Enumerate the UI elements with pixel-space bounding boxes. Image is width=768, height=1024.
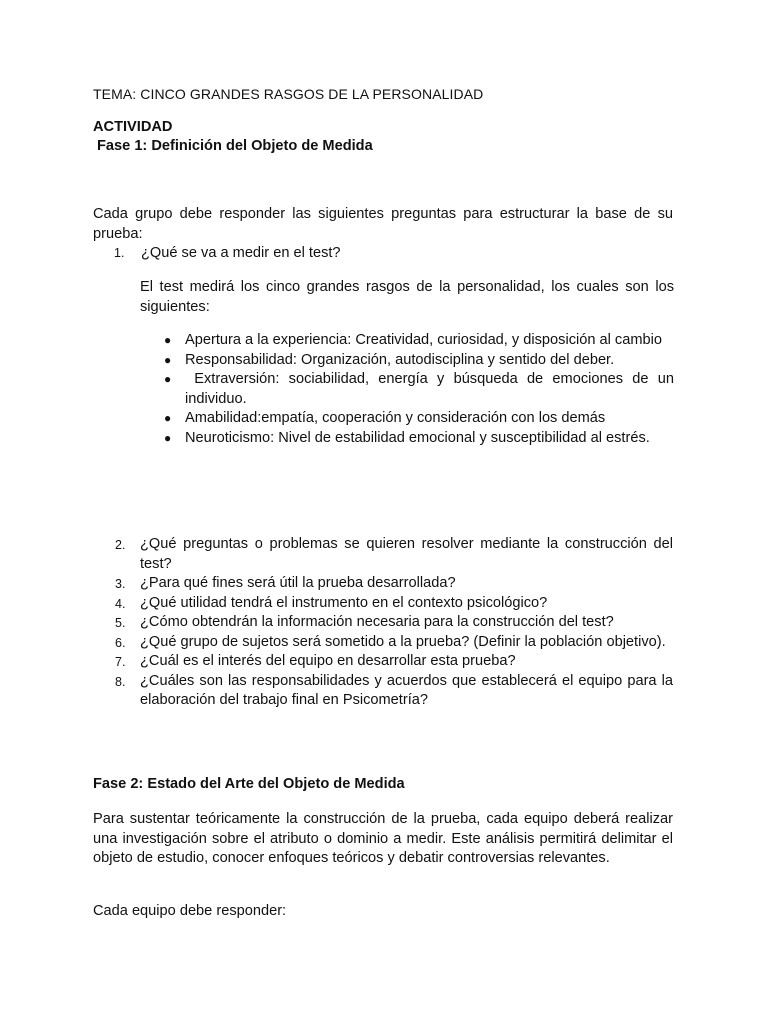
phase2-prompt: Cada equipo debe responder: [93,903,287,919]
bullet-icon: ● [164,352,172,367]
questions-list [93,535,673,711]
question-number: 4. [115,596,126,611]
phase2-paragraph: Para sustentar teóricamente la construcción de la prueba, cada equipo deberá realizar una investigación sobre el atributo o dominio a medir. Este análisis permitirá delimitar el objeto de estudio, conocer enfoques teóricos y debatir controversias relevantes. [93,811,673,866]
list-item: 6. ¿Qué grupo de sujetos será sometido a la prueba? (Definir la población objetivo). [93,633,673,653]
list-item: 5. ¿Cómo obtendrán la información necesaria para la construcción del test? [93,613,673,633]
list-item: 3. ¿Para qué fines será útil la prueba desarrollada? [93,574,673,594]
bullet-icon: ● [164,372,172,386]
question-number: 5. [115,616,126,630]
question-number: 7. [115,655,126,669]
question-1 [93,244,673,264]
answer-paragraph: El test medirá los cinco grandes rasgos de la personalidad, los cuales son los siguientes: [140,279,674,315]
list-item: 2. ¿Qué preguntas o problemas se quieren resolver mediante la construcción del test? [115,536,673,572]
list-item: ● Amabilidad:empatía, cooperación y consideración con los demás [140,409,674,429]
question-text: ¿Qué se va a medir en el test? [141,245,341,261]
intro-paragraph: Cada grupo debe responder las siguientes preguntas para estructurar la base de su prueba: [93,206,673,242]
phase2-title: Fase 2: Estado del Arte del Objeto de Medida [93,776,405,792]
bullet-icon: ● [164,430,172,445]
list-item: ● Apertura a la experiencia: Creatividad, curiosidad, y disposición al cambio [140,331,674,351]
list-item: 8. ¿Cuáles son las responsabilidades y acuerdos que establecerá el equipo para la elaboración del trabajo final en Psicometría? [115,672,673,708]
question-number: 8. [115,674,126,689]
question-number: 2. [115,538,126,552]
list-item: 4. ¿Qué utilidad tendrá el instrumento en el contexto psicológico? [93,594,673,614]
list-item: ● Responsabilidad: Organización, autodisciplina y sentido del deber. [140,351,674,371]
question-number: 3. [115,577,126,591]
list-item: 7. ¿Cuál es el interés del equipo en desarrollar esta prueba? [93,652,673,672]
question-number: 6. [115,635,126,650]
question-number: 1. [114,246,125,260]
list-item: ● Extraversión: sociabilidad, energía y búsqueda de emociones de un individuo. [164,371,679,407]
activity-heading: ACTIVIDAD [93,119,173,135]
phase1-title: Fase 1: Definición del Objeto de Medida [97,138,373,154]
list-item: ● Neuroticismo: Nivel de estabilidad emocional y susceptibilidad al estrés. [140,429,674,449]
topic-heading: TEMA: CINCO GRANDES RASGOS DE LA PERSONALIDAD [93,86,484,102]
bullet-icon: ● [164,333,172,347]
traits-list [140,331,679,448]
bullet-icon: ● [164,411,172,425]
